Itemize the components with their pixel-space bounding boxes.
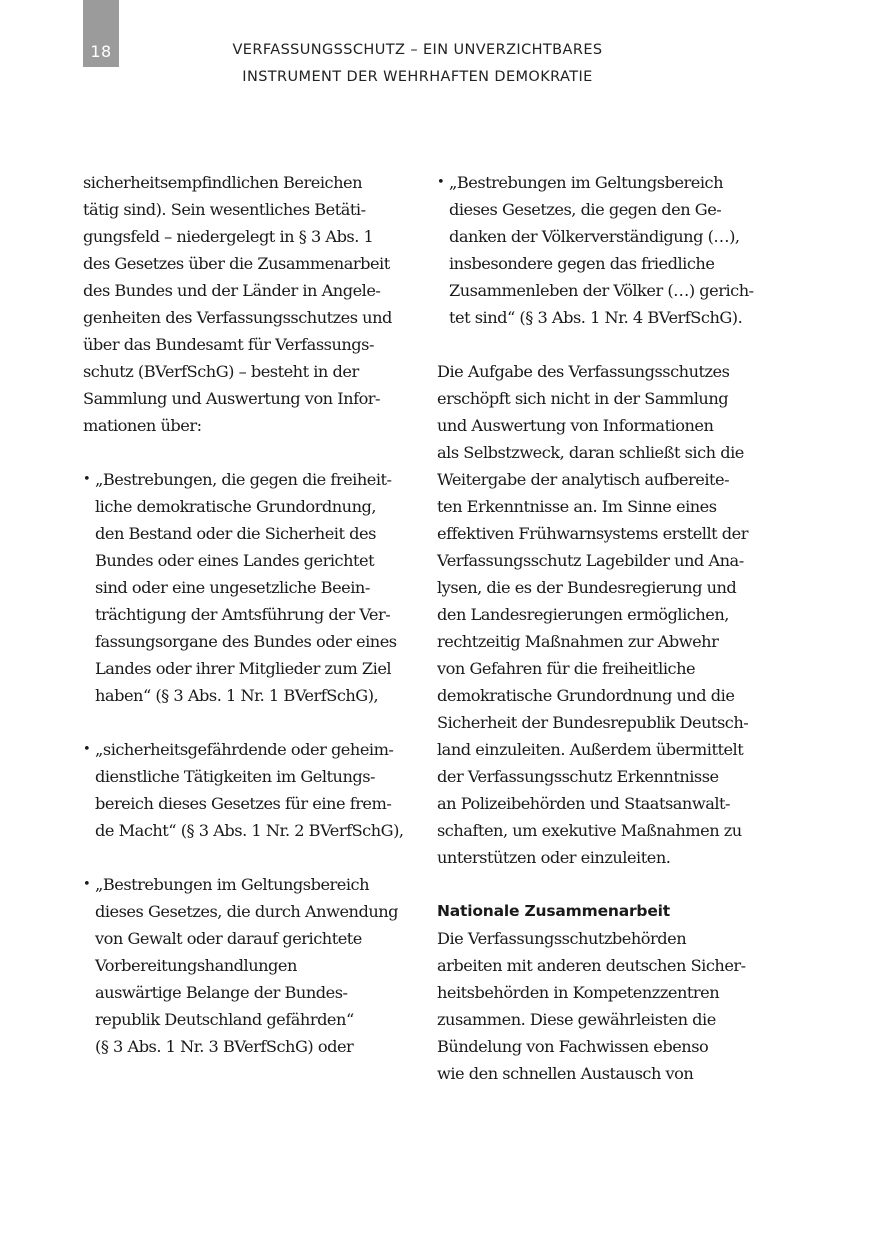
text-line: zusammen. Diese gewährleisten die <box>437 1010 716 1029</box>
text-line: des Gesetzes über die Zusammenarbeit <box>83 254 390 273</box>
text-line: haben“ (§ 3 Abs. 1 Nr. 1 BVerfSchG), <box>95 686 379 705</box>
text-line: heitsbehörden in Kompetenzzentren <box>437 983 720 1002</box>
bullet-dot: • <box>83 877 91 892</box>
text-line: schutz (BVerfSchG) – besteht in der <box>83 362 359 381</box>
text-line: Verfassungsschutz Lagebilder und Ana- <box>437 551 744 570</box>
page-number: 18 <box>90 42 112 61</box>
text-line: erschöpft sich nicht in der Sammlung <box>437 389 729 408</box>
text-line: „Bestrebungen, die gegen die freiheit- <box>95 470 392 489</box>
text-line: tätig sind). Sein wesentliches Betäti- <box>83 200 366 219</box>
text-line: (§ 3 Abs. 1 Nr. 3 BVerfSchG) oder <box>95 1037 354 1056</box>
text-line: als Selbstzweck, daran schließt sich die <box>437 443 744 462</box>
section-heading: Nationale Zusammenarbeit <box>437 902 670 920</box>
text-line: fassungsorgane des Bundes oder eines <box>95 632 397 651</box>
left-column <box>83 169 413 1060</box>
text-line: an Polizeibehörden und Staatsanwalt- <box>437 794 731 813</box>
text-line: des Bundes und der Länder in Angele- <box>83 281 381 300</box>
bullet-item-3 <box>83 871 413 1060</box>
text-line: dieses Gesetzes, die durch Anwendung <box>95 902 399 921</box>
text-line: trächtigung der Amtsführung der Ver- <box>95 605 391 624</box>
text-line: gungsfeld – niedergelegt in § 3 Abs. 1 <box>83 227 374 246</box>
text-line: bereich dieses Gesetzes für eine frem- <box>95 794 392 813</box>
text-line: über das Bundesamt für Verfassungs- <box>83 335 374 354</box>
text-line: Weitergabe der analytisch aufbereite- <box>437 470 730 489</box>
text-line: demokratische Grundordnung und die <box>437 686 735 705</box>
text-line: Bundes oder eines Landes gerichtet <box>95 551 375 570</box>
text-line: Die Aufgabe des Verfassungsschutzes <box>437 362 730 381</box>
text-line: sind oder eine ungesetzliche Beein- <box>95 578 370 597</box>
text-line: Sammlung und Auswertung von Infor- <box>83 389 381 408</box>
header-title-line-1: VERFASSUNGSSCHUTZ – EIN UNVERZICHTBARES <box>232 42 603 58</box>
text-line: Bündelung von Fachwissen ebenso <box>437 1037 709 1056</box>
text-line: republik Deutschland gefährden“ <box>95 1010 354 1029</box>
text-line: „Bestrebungen im Geltungsbereich <box>449 173 724 192</box>
text-line: mationen über: <box>83 416 202 435</box>
text-line: land einzuleiten. Außerdem übermittelt <box>437 740 744 759</box>
text-line: dienstliche Tätigkeiten im Geltungs- <box>95 767 376 786</box>
text-line: arbeiten mit anderen deutschen Sicher- <box>437 956 746 975</box>
text-line: von Gewalt oder darauf gerichtete <box>95 929 362 948</box>
text-line: de Macht“ (§ 3 Abs. 1 Nr. 2 BVerfSchG), <box>95 821 404 840</box>
bullet-dot: • <box>83 472 91 487</box>
text-line: effektiven Frühwarnsystems erstellt der <box>437 524 748 543</box>
bullet-item-1 <box>83 466 413 709</box>
right-column <box>437 169 767 1087</box>
bullet-item-4 <box>437 169 767 331</box>
page-number-tab <box>83 0 119 67</box>
text-line: tet sind“ (§ 3 Abs. 1 Nr. 4 BVerfSchG). <box>449 308 743 327</box>
task-paragraph <box>437 358 767 871</box>
text-line: lysen, die es der Bundesregierung und <box>437 578 737 597</box>
text-line: Sicherheit der Bundesrepublik Deutsch- <box>437 713 749 732</box>
text-line: der Verfassungsschutz Erkenntnisse <box>437 767 719 786</box>
text-line: Zusammenleben der Völker (…) gerich- <box>449 281 754 300</box>
bullet-dot: • <box>437 175 445 190</box>
text-line: dieses Gesetzes, die gegen den Ge- <box>449 200 722 219</box>
header-title-line-2: INSTRUMENT DER WEHRHAFTEN DEMOKRATIE <box>242 69 593 85</box>
text-line: unterstützen oder einzuleiten. <box>437 848 671 867</box>
text-line: Vorbereitungshandlungen <box>95 956 297 975</box>
text-line: rechtzeitig Maßnahmen zur Abwehr <box>437 632 719 651</box>
bullet-item-2 <box>83 736 413 844</box>
text-line: insbesondere gegen das friedliche <box>449 254 715 273</box>
section-paragraph <box>437 925 767 1087</box>
text-line: „sicherheitsgefährdende oder geheim- <box>95 740 394 759</box>
text-line: danken der Völkerverständigung (…), <box>449 227 740 246</box>
bullet-dot: • <box>83 742 91 757</box>
text-line: „Bestrebungen im Geltungsbereich <box>95 875 370 894</box>
text-line: von Gefahren für die freiheitliche <box>437 659 696 678</box>
text-line: ten Erkenntnisse an. Im Sinne eines <box>437 497 717 516</box>
intro-paragraph <box>83 169 413 439</box>
text-line: wie den schnellen Austausch von <box>437 1064 694 1083</box>
text-line: Die Verfassungsschutzbehörden <box>437 929 687 948</box>
text-line: den Bestand oder die Sicherheit des <box>95 524 376 543</box>
text-line: den Landesregierungen ermöglichen, <box>437 605 729 624</box>
text-line: genheiten des Verfassungsschutzes und <box>83 308 392 327</box>
text-line: liche demokratische Grundordnung, <box>95 497 377 516</box>
text-line: sicherheitsempfindlichen Bereichen <box>83 173 362 192</box>
text-line: schaften, um exekutive Maßnahmen zu <box>437 821 742 840</box>
text-line: Landes oder ihrer Mitglieder zum Ziel <box>95 659 392 678</box>
text-line: und Auswertung von Informationen <box>437 416 714 435</box>
text-line: auswärtige Belange der Bundes- <box>95 983 348 1002</box>
running-header <box>160 37 675 91</box>
